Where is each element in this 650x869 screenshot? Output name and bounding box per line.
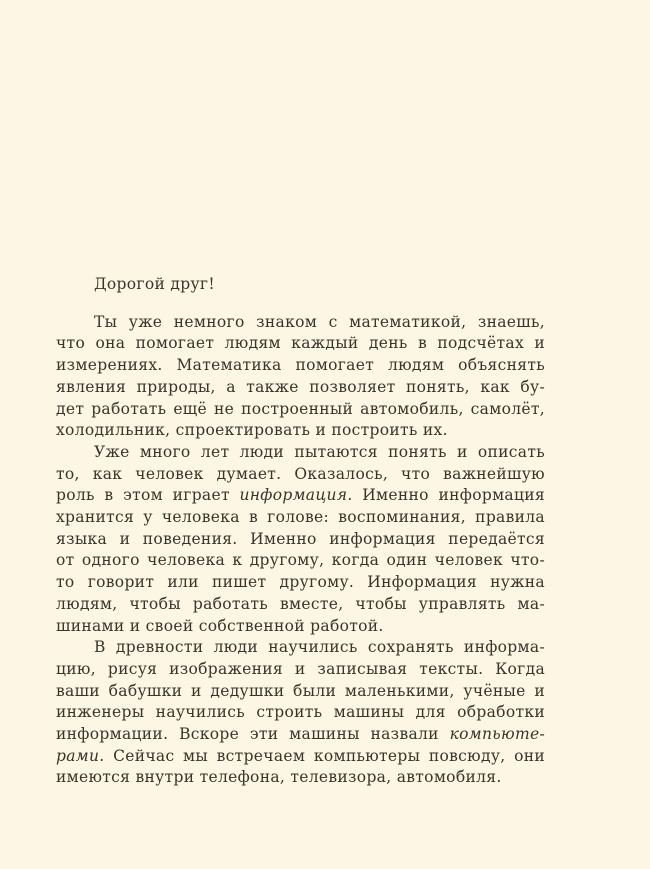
italic-term: информация	[239, 486, 348, 505]
text-line: шинами и своей собственной работой.	[56, 616, 384, 635]
text-line: явления природы, а также позволяет понять, как бу-	[56, 377, 545, 396]
text-line	[56, 485, 545, 507]
paragraph-2	[56, 442, 545, 637]
text-line: дет работать ещё не построенный автомобиль, самолёт,	[56, 399, 545, 418]
text-block	[56, 274, 545, 789]
paragraph-3	[56, 637, 545, 789]
text-line: холодильник, спроектировать и построить их.	[56, 421, 448, 440]
text-line	[56, 724, 545, 746]
text-line: людям, чтобы работать вместе, чтобы управлять ма-	[56, 594, 545, 613]
text-line: измерениях. Математика помогает людям объяснять	[56, 356, 545, 375]
text-line: цию, рисуя изображения и записывая тексты. Когда	[56, 659, 545, 678]
text-line: Уже много лет люди пытаются понять и описать	[94, 442, 545, 461]
text-line: от одного человека к другому, когда один человек что-	[56, 551, 545, 570]
text-segment: информации. Вскоре эти машины назвали	[56, 725, 450, 744]
italic-term: рами	[56, 746, 100, 765]
paragraph-1	[56, 312, 545, 442]
text-segment: . Именно информация	[347, 486, 545, 505]
text-line	[56, 746, 545, 768]
text-line: Ты уже немного знаком с математикой, знаешь,	[94, 312, 545, 331]
text-line: инженеры научились строить машины для обработки	[56, 703, 545, 722]
text-line: В древности люди научились сохранять информа-	[94, 638, 545, 657]
text-segment: роль в этом играет	[56, 486, 240, 505]
text-segment: . Сейчас мы встречаем компьютеры повсюду, они	[99, 746, 545, 765]
text-line: что она помогает людям каждый день в подсчётах и	[56, 334, 545, 353]
text-line: то, как человек думает. Оказалось, что важнейшую	[56, 464, 545, 483]
text-line: ваши бабушки и дедушки были маленькими, учёные и	[56, 681, 545, 700]
text-line: хранится у человека в голове: воспоминания, правила	[56, 508, 545, 527]
salutation: Дорогой друг!	[94, 275, 215, 293]
italic-term: компьюте-	[449, 725, 545, 744]
text-line: то говорит или пишет другому. Информация нужна	[56, 573, 545, 592]
text-line: имеются внутри телефона, телевизора, автомобиля.	[56, 768, 502, 787]
text-line: языка и поведения. Именно информация передаётся	[56, 529, 545, 548]
